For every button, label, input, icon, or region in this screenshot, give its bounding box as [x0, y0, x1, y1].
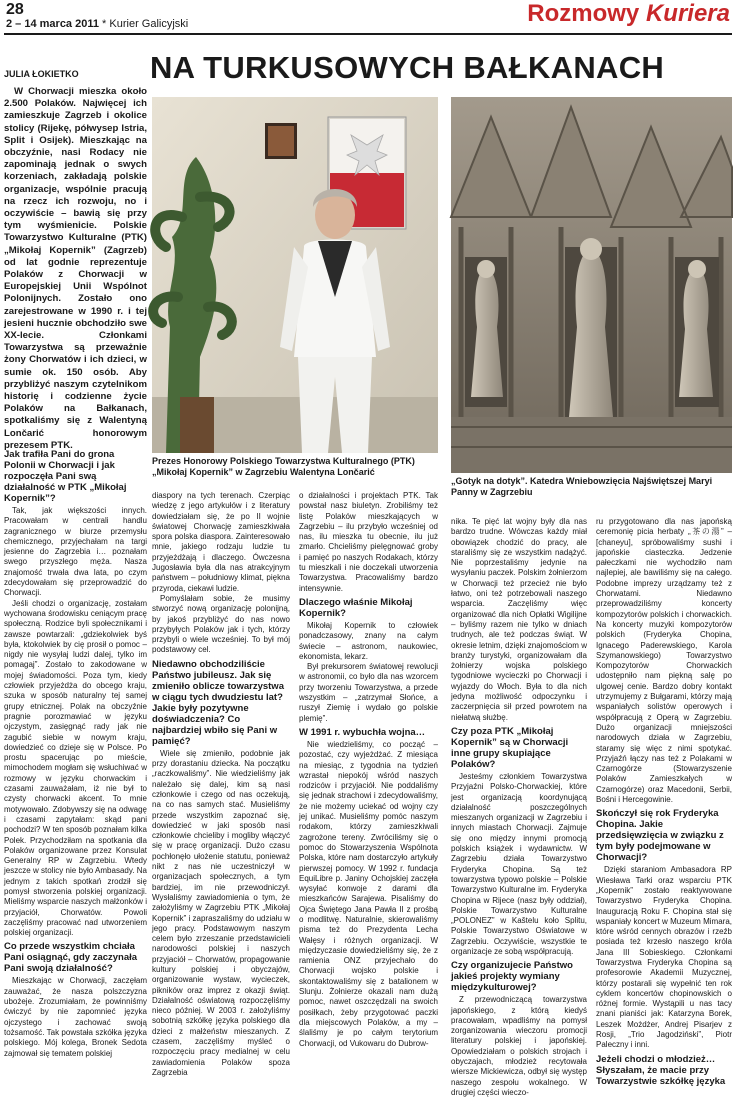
caption-portrait: Prezes Honorowy Polskiego Towarzystwa Kulturalnego (PTK) „Mikołaj Kopernik” w Zagrzebiu Walentyna Lončarić [152, 456, 415, 477]
interview-question: Skończył się rok Fryderyka Chopina. Jakie przedsięwzięcia w związku z tym były podejmowane w Chorwacji? [596, 808, 724, 864]
interview-question: Co przede wszystkim chciała Pani osiągnąć, gdy zaczynała Pani swoją działalność? [4, 941, 138, 975]
article-column-1 [4, 446, 147, 1103]
publication-name: * Kurier Galicyjski [102, 18, 189, 30]
interview-answer: o działalności i projektach PTK. Tak powstał nasz biuletyn. Zrobiliśmy też listę Polaków mieszkających w Zagrzebiu – ilu przybyło wcześniej od nas, ilu mieszka tu obecnie, ilu już zmarło. Chcieliśmy pielęgnować groby i pamięć po naszych Rodakach, którzy tu mieszkali i nie doczekali utworzenia Towarzystwa. Pracowaliśmy bardzo intensywnie. [299, 491, 438, 593]
interview-question: Niedawno obchodziliście Państwo jubileusz. Jak się zmieniło oblicze towarzystwa w ciągu tych dwudziestu lat? Jakie były pozytywne doświadczenia? Co najbardziej wbiło się Pani w pamięć? [152, 658, 284, 747]
article-author: JULIA ŁOKIETKO [4, 69, 79, 79]
interview-question: Jak trafiła Pani do grona Polonii w Chorwacji i jak rozpoczęła Pani swą działalność w PTK „Mikołaj Kopernik”? [4, 449, 127, 504]
interview-answer: Jesteśmy członkiem Towarzystwa Przyjaźni Polsko-Chorwackiej, które jest organizacją koordynującą działalność poszczególnych mieszanych organizacji w Zagrzebiu i innych miastach Chorwacji. Zajmuje się ono między innymi promocją polskich książek i wydawnictw. W Zagrzebiu działa Towarzystwo Fryderyka Chopina. Są też towarzystwa typowo polskie – Polskie Towarzystwo Kulturalne im. Fryderyka Chopina w Rijece (nasz były oddział), Polskie Towarzystwo Kulturalne „POLONEZ” w Kaštelu koło Splitu, Polskie Towarzystwo Oświatowe w Zagrzebiu. Oczywiście, wszystkie te organizacje ze sobą współpracują. [451, 771, 587, 956]
article-headline: NA TURKUSOWYCH BAŁKANACH [150, 50, 665, 85]
interview-answer: Nie wiedzieliśmy, co począć – pozostać, czy wyjeżdżać. Z miesiąca na miesiąc, z tygodnia na tydzień wzrastał niepokój wśród naszych rodziców i przyjaciół. Nie poddaliśmy się jednak strachowi i zdecydowaliśmy, że nie możemy uciekać od wojny czy jej unikać. Musieliśmy pomóc naszym rodakom, którzy zamieszkiwali zagrożone tereny. Zwróciliśmy się o pomoc do Stowarzyszenia Wspólnota Polska, które nam dostarczyło artykuły pierwszej pomocy. W 1992 r. fundacja EquiLibre p. Janiny Ochojskiej zaczęła wysyłać konwoje z darami dla mieszkańców Sarajewa. Pisaliśmy do Ojca Świętego Jana Pawła II z prośbą o modlitwę. Naturalnie, skierowaliśmy pisma też do Prezydenta Lecha Wałęsy i różnych organizacji. W międzyczasie dowiedzieliśmy się, że z ramienia ONZ przyjechało do Chorwacji wojsko polskie i skontaktowaliśmy się z batalionem w Slunju. Żołnierze okazali nam dużą pomoc, nawet oszczędzali na swoich posiłkach, żeby przygotować paczki dla miejscowych Polaków, a my – ślaliśmy je po całym terytorium Chorwacji, od Vukowaru do Dubrow- [299, 739, 438, 1048]
section-title-b: Kuriera [645, 0, 730, 27]
page-header [4, 0, 732, 33]
interview-answer: Jeśli chodzi o organizację, zostałam wychowana środowisku ceniącym pracę społeczną. Rodzice byli społecznikami i zawsze powtarzali: „gdziekolwiek byś była, ktokolwiek by cię prosił o pomoc – nigdy nie wysyłaj ludzi dalej, tylko im pomagaj”. Zostało to zakodowane w mojej świadomości. Poza tym, kiedy człowiek przyjeżdża do obcego kraju, szuka w sposób naturalny tej samej grupy etnicznej. Polak na obczyźnie pragnie porozmawiać w języku ojczystym, zasięgnąć rady jak nie zagubić siebie w nowym kraju, dowiedzieć co dzieje się w Polsce. Po prostu spacerując po mieście, mimochodem mogłam się wsłuchiwać w rozmowy w języku chorwackim i czasami zauważałam, iż nie był to czysty chorwacki akcent. To mnie motywowało. Zdobywszy się na odwagę i czasami zapytałam: skąd pani pochodzi? W ten sposób poznałam kilka Polek. Przychodziłam na spotkania dla Polaków organizowane przez Konsulat Generalny RP w Zagrzebiu. Wtedy jeszcze w stolicy nie było Ambasady. Na jednym z takich spotkań zrodził się pomysł stworzenia polskiej organizacji. Mieliśmy wsparcie naszych małżonków i przyjaciół, Chorwatów. Powoli zaczęliśmy pracować nad utworzeniem polskiej organizacji. [4, 598, 147, 938]
interview-answer: diaspory na tych terenach. Czerpiąc wiedzę z jego artykułów i z literatury dowiedziałam się, że po II wojnie światowej Chorwację zamieszkiwała spora polska diaspora. Zainteresowało mnie, jakiego rodzaju ludzie tu przyjeżdżają i dlaczego. Ówczesna Jugosławia była dla nas atrakcyjnym państwem – południowy klimat, piękna przyroda, ciekawi ludzie. [152, 491, 290, 593]
issue-dates: 2 – 14 marca 2011 [6, 18, 99, 30]
section-title-a: Rozmowy [527, 0, 640, 27]
interview-answer: Mikołaj Kopernik to człowiek ponadczasowy, znany na całym świecie – astronom, naukowiec, ekonomista, lekarz. [299, 620, 438, 661]
interview-question: Dlaczego właśnie Mikołaj Kopernik? [299, 596, 413, 619]
photo-portrait [152, 97, 438, 453]
header-rule [4, 33, 732, 35]
interview-answer: Z przewodniczącą towarzystwa japońskiego, z którą kiedyś pracowałam, wpadliśmy na pomysł zorganizowania wieczoru promocji literatury polskiej i japońskiej. Opowiedziałam o polskich strojach i obyczajach, młodzież recytowała wiersze Mickiewicza, odbył się występ naszego zespołu wokalnego. W drugiej części wieczo- [451, 995, 587, 1097]
section-title [527, 0, 730, 28]
interview-answer: Dzięki staraniom Ambasadora RP Wiesława Tarki oraz wsparciu PTK „Kopernik” zostało reaktywowane Towarzystwo Fryderyka Chopina. Inauguracją Roku F. Chopina stał się wspaniały koncert w Muzeum Mimara, które wśród cennych obrazów i rzeźb posiada też krzesło naszego króla Jana III Sobieskiego. Członkami Towarzystwa Fryderyka Chopina są profesorowie Akademii Muzycznej, którzy postarali się wypełnić ten rok cyklem koncertów chopinowskich o różnej formie. Wystąpili u nas tacy znani pianiści jak: Katarzyna Borek, Leszek Możdżer, Andrej Pisarjev z Rosji, „Trio Jagodziński”, Piotr Paleczny i inni. [596, 865, 732, 1050]
page-number: 28 [6, 1, 24, 18]
interview-answer: Mieszkając w Chorwacji, zaczęłam zauważać, że nasza polszczyzna ubożeje. Zrozumiałam, że powinniśmy ćwiczyć by nie zapomnieć języka ojczystego i zachować swoją tożsamość. Tak powstała szkółka języka polskiego. Mój kolega, Bronek Sedota zajmował się tematem polskiej [4, 976, 147, 1058]
interview-answer: Był prekursorem światowej rewolucji w astronomii, co było dla nas wzorcem przy tworzeniu Towarzystwa, a przede wszystkim – „zatrzymał Słońce, a ruszył Ziemię i wydało go polskie plemię”. [299, 662, 438, 723]
interview-question: W 1991 r. wybuchła wojna… [299, 726, 426, 738]
interview-question: Czy poza PTK „Mikołaj Kopernik” są w Chorwacji inne grupy skupiające Polaków? [451, 725, 569, 770]
interview-answer: Pomyślałam sobie, że musimy stworzyć nową organizację polonijną, by jakoś przybliżyć do nas nowo przybyłych Polaków jak i tych, którzy przybyli o wiele wcześniej. To był mój podstawowy cel. [152, 593, 290, 655]
interview-answer: ru przygotowano dla nas japońską ceremonię picia herbaty „茶の湯” – [chaneyu], spróbowaliśmy sushi i japońskie ciasteczka. Jedzenie pałeczkami nie wychodziło nam najlepiej, ale bawiliśmy się na całego. Podobne imprezy urządzamy też z Chorwatami. Niedawno przeprowadziliśmy koncerty kompozytorów polskich i chorwackich. Na koncerty muzyki kompozytorów polskich (Fryderyka Chopina, Ignacego Paderewskiego, Karola Szymanowskiego) Towarzystwo Kompozytorów Chorwackich udostępniło nam piękną salę po ulgowej cenie. Bardzo dobry kontakt utrzymujemy z Bułgarami, którzy mają wspaniałych solistów operowych i współpracują z Operą w Zagrzebiu. Dużo organizacji mniejszości narodowych działa w Zagrzebiu, staramy się więc z nimi spotykać. Przyjaźń łączy nas też z Polakami w Czarnogórze (Stowarzyszenie Polaków Zamieszkałych w Czarnogórze) oraz Macedonii, Serbii, Bośni i Hercegowinie. [596, 517, 732, 805]
caption-cathedral: „Gotyk na dotyk”. Katedra Wniebowzięcia Najświętszej Maryi Panny w Zagrzebiu [451, 476, 713, 497]
interview-question: Jeżeli chodzi o młodzież… Słyszałam, że macie przy Towarzystwie szkółkę języka [596, 1053, 726, 1087]
interview-question: Czy organizujecie Państwo jakieś projekty wymiany międzykulturowej? [451, 960, 573, 994]
photo-cathedral [451, 97, 732, 473]
article-lead: W Chorwacji mieszka około 2.500 Polaków. Najwięcej ich zamieszkuje Zagrzeb i okolice stolicy (Rijekę, półwysep Istria, Split i Osijek). Mieszkając na obczyźnie, nasi Rodacy nie zapominają jednak o swych korzeniach, zakładają polskie organizacje, wspólnie pracują na rzecz ich rozwoju, no i oczywiście – bawią się przy tym wyśmienicie. Polskie Towarzystwo Kulturalne (PTK) „Mikołaj Kopernik” (Zagrzeb) od lat godnie reprezentuje Polaków z Chorwacji w Europejskiej Unii Wspólnot Polonijnych. Zostało ono zarejestrowane w 1990 r. i tej jesieni hucznie obchodziło swe XX-lecie. Członkami Towarzystwa są przeważnie żony Chorwatów i ich dzieci, w sumie ok. 150 osób. Aby przybliżyć naszym czytelnikom historię i codzienne życie Polaków na Bałkanach, spotkaliśmy się z Walentyną Lončarić honorowym prezesem PTK. [4, 86, 147, 451]
interview-answer: Wiele się zmieniło, podobnie jak przy dorastaniu dziecka. Na początku „raczkowaliśmy”. Nie wiedzieliśmy jak należało się dalej, kim są nasi członkowie i czego od nas oczekują, na co nas samych stać. Musieliśmy przede wszystkim zapoznać się, dowiedzieć w jaki sposób nasi członkowie chcieliby i mogliby włączyć się w pracę organizacji. Dużo czasu pochłonęło ułożenie statutu, ponieważ nikt z nas nie uczestniczył w organizacjach społecznych, a tym bardziej, im nie przewodniczył. Wysłaliśmy zawiadomienia o tym, że założyliśmy w Zagrzebiu PTK „Mikołaj Kopernik” i zapraszaliśmy do udziału w jego pracy. Podstawowym naszym celem było zrzeszanie przedstawicieli narodowości polskiej i naszych przyjaciół – Chorwatów, propagowanie kultury polskiej i obyczajów, organizowanie wystaw, wycieczek, pikników oraz imprez z okazji świąt. Działalność oświatową rozpoczęliśmy nieco później. W 2003 r. założyliśmy sobotnią szkółkę języka polskiego dla dzieci z małżeństw mieszanych. Z czasem, zaczęliśmy myśleć o rozpoczęciu pracy medialnej w celu zawiadomienia Polaków spoza Zagrzebia [152, 748, 290, 1077]
article-column-4 [451, 517, 587, 1103]
article-column-3 [299, 491, 438, 1103]
issue-line [6, 18, 188, 30]
interview-answer: Tak, jak większości innych. Pracowałam w centrali handlu zagranicznego w biurze przemysłu chemicznego, przyjechałam na targi jesienne do Zagrzebia i… poznałam swego przyszłego męża. Nasza znajomość trwała dwa lata, po czym zdecydowałam się przeprowadzić do Chorwacji. [4, 506, 147, 598]
article-column-2 [152, 491, 290, 1103]
article-column-5 [596, 517, 732, 1103]
interview-answer: nika. Te pięć lat wojny były dla nas bardzo trudne. Wówczas każdy miał obowiązek chodzić do pracy, ale staraliśmy się ze wszystkim nadążyć. Nie poprzestaliśmy jedynie na wysyłaniu paczek. Polskim żołnierzom w Chorwacji też przecież nie było łatwo, oni też potrzebowali naszego wsparcia. Zaczęliśmy więc organizować dla nich Opłatki Wigilijne – byliśmy razem nie tylko w dniach trudnych, ale też podczas świąt. W okresie letnim, dzięki znajomościom w branży turystyki, organizowałam dla żołnierzy wojska polskiego tygodniowe wycieczki po Chorwacji i wyjazdy do Włoch. Była to dla nich jedyna możliwość odpoczynku i zaczerpnięcia sił przed powrotem na niełatwą służbę. [451, 517, 587, 722]
